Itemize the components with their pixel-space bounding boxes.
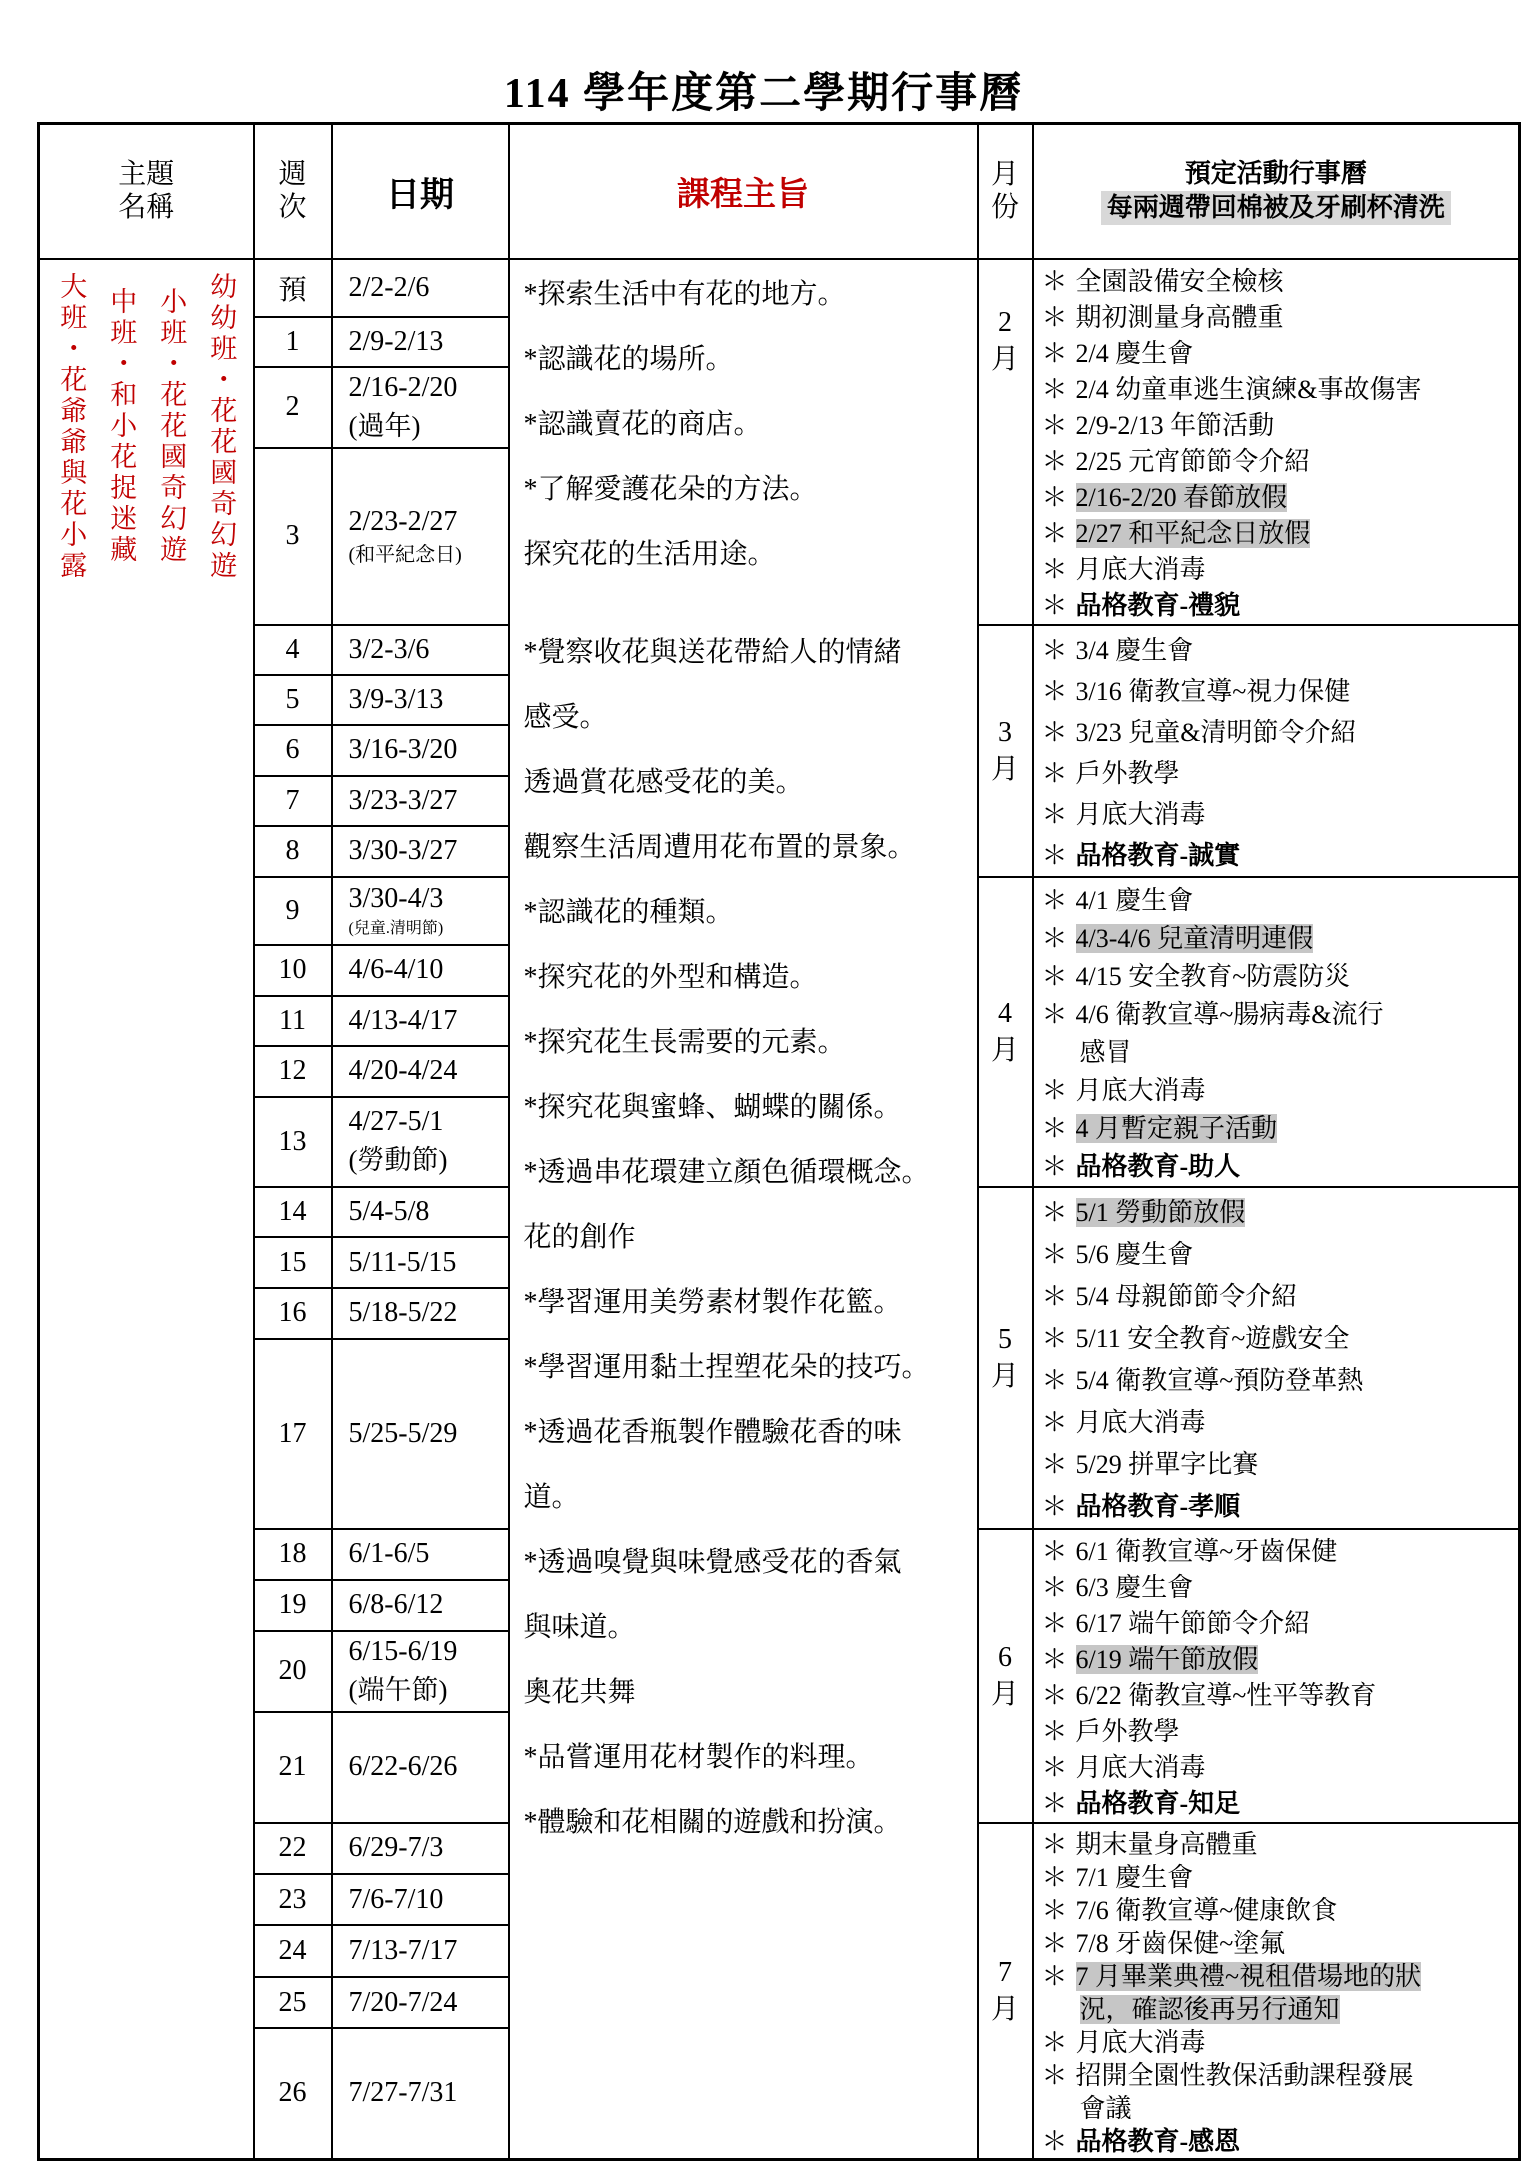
date-cell: 4/13-4/17 (332, 996, 509, 1046)
date-cell: 7/27-7/31 (332, 2028, 509, 2159)
date-cell: 6/15-6/19 (端午節) (332, 1631, 509, 1713)
asterisk-mark: ＊ (1041, 2126, 1068, 2156)
asterisk-mark: ＊ (1041, 590, 1068, 620)
asterisk-mark: ＊ (1041, 1407, 1068, 1437)
asterisk-mark: ＊ (1041, 1961, 1068, 1991)
week-number-cell: 11 (254, 996, 332, 1046)
activity-item: ＊ 3/16 衛教宣導~視力保健 (1041, 676, 1351, 706)
week-number-cell: 25 (254, 1977, 332, 2028)
header-month: 月 份 (978, 124, 1033, 259)
activity-item: ＊ 品格教育-感恩 (1041, 2126, 1241, 2156)
activity-item: ＊ 5/29 拼單字比賽 (1041, 1449, 1259, 1479)
asterisk-mark: ＊ (1041, 840, 1068, 870)
activities-cell (1033, 625, 1520, 877)
activities-header-label: 預定活動行事曆 (1184, 159, 1367, 189)
date-cell: 7/6-7/10 (332, 1874, 509, 1925)
activity-item: ＊ 月底大消毒 (1041, 1407, 1206, 1437)
week-number-cell: 2 (254, 367, 332, 448)
date-cell: 6/1-6/5 (332, 1529, 509, 1580)
activity-item: ＊ 品格教育-助人 (1041, 1151, 1241, 1181)
activity-item: ＊ 月底大消毒 (1041, 554, 1206, 584)
theme-class-text: 小班・花花國奇幻遊 (156, 287, 187, 566)
asterisk-mark: ＊ (1041, 1572, 1068, 1602)
activity-item: ＊ 戶外教學 (1041, 758, 1180, 788)
course-line: *透過花香瓶製作體驗花香的味 (523, 1416, 902, 1448)
asterisk-mark: ＊ (1041, 518, 1068, 548)
asterisk-mark: ＊ (1041, 302, 1068, 332)
date-cell: 2/23-2/27 (和平紀念日) (332, 448, 509, 625)
asterisk-mark: ＊ (1041, 1928, 1068, 1958)
activity-item: ＊ 7/6 衛教宣導~健康飲食 (1041, 1895, 1338, 1925)
asterisk-mark: ＊ (1041, 2060, 1068, 2090)
course-line: *透過嗅覺與味覺感受花的香氣 (523, 1546, 902, 1578)
course-line: 道。 (523, 1481, 580, 1513)
course-line: *品嘗運用花材製作的料理。 (523, 1741, 874, 1773)
week-number-cell: 13 (254, 1097, 332, 1187)
week-number-cell: 4 (254, 625, 332, 675)
course-line: *認識賣花的商店。 (523, 408, 762, 440)
course-line: *體驗和花相關的遊戲和扮演。 (523, 1806, 902, 1838)
week-number-cell: 17 (254, 1339, 332, 1529)
asterisk-mark: ＊ (1041, 554, 1068, 584)
course-line: *學習運用黏土捏塑花朵的技巧。 (523, 1351, 930, 1383)
activity-item: ＊ 4/3-4/6 兒童清明連假 (1041, 923, 1314, 953)
date-note: (勞動節) (348, 1145, 448, 1176)
activity-item: ＊ 月底大消毒 (1041, 2027, 1206, 2057)
calendar-table (37, 122, 1521, 2161)
activity-item: ＊ 6/19 端午節放假 (1041, 1644, 1259, 1674)
theme-class-text: 中班・和小花捉迷藏 (106, 287, 137, 566)
activity-item: ＊ 期初測量身高體重 (1041, 302, 1284, 332)
course-line: *探究花的外型和構造。 (523, 961, 818, 993)
activity-item: ＊ 2/16-2/20 春節放假 (1041, 482, 1288, 512)
activity-item: ＊ 品格教育-孝順 (1041, 1491, 1241, 1521)
asterisk-mark: ＊ (1041, 1788, 1068, 1818)
week-number-cell: 1 (254, 317, 332, 367)
header-date: 日期 (332, 124, 509, 259)
activity-item: ＊ 3/4 慶生會 (1041, 635, 1194, 665)
date-cell: 4/27-5/1 (勞動節) (332, 1097, 509, 1187)
week-number-cell: 預 (254, 259, 332, 317)
asterisk-mark: ＊ (1041, 635, 1068, 665)
activities-cell (1033, 1529, 1520, 1823)
month-cell: 3 月 (978, 625, 1033, 877)
course-line: *探究花生長需要的元素。 (523, 1026, 846, 1058)
header-row (39, 124, 1520, 259)
week-number-cell: 14 (254, 1187, 332, 1238)
activities-cell (1033, 1823, 1520, 2160)
date-cell: 5/18-5/22 (332, 1288, 509, 1339)
date-cell: 3/30-3/27 (332, 826, 509, 876)
asterisk-mark: ＊ (1041, 799, 1068, 829)
course-line: *探究花與蜜蜂、蝴蝶的關係。 (523, 1091, 902, 1123)
date-cell: 4/6-4/10 (332, 945, 509, 995)
date-note: (過年) (348, 410, 421, 441)
course-line: 與味道。 (523, 1611, 636, 1643)
theme-class-text: 大班・花爺爺與花小露 (56, 271, 87, 582)
activity-item: ＊ 7 月畢業典禮~視租借場地的狀 況，確認後再另行通知 (1041, 1961, 1422, 2024)
course-cell (509, 259, 978, 2160)
course-line: 感受。 (523, 701, 608, 733)
week-number-cell: 12 (254, 1046, 332, 1096)
activity-item: ＊ 5/1 勞動節放假 (1041, 1197, 1246, 1227)
date-cell: 3/9-3/13 (332, 675, 509, 725)
date-cell: 2/2-2/6 (332, 259, 509, 317)
activity-item: ＊ 招開全園性教保活動課程發展 會議 (1041, 2060, 1414, 2123)
activity-item: ＊ 2/9-2/13 年節活動 (1041, 410, 1275, 440)
date-cell: 3/2-3/6 (332, 625, 509, 675)
week-number-cell: 22 (254, 1823, 332, 1874)
course-line: *探索生活中有花的地方。 (523, 278, 846, 310)
activity-item: ＊ 2/4 慶生會 (1041, 338, 1194, 368)
asterisk-mark: ＊ (1041, 1197, 1068, 1227)
activities-cell (1033, 1187, 1520, 1529)
asterisk-mark: ＊ (1041, 1113, 1068, 1143)
activity-item: ＊ 5/6 慶生會 (1041, 1239, 1194, 1269)
date-cell: 3/16-3/20 (332, 725, 509, 775)
asterisk-mark: ＊ (1041, 961, 1068, 991)
week-number-cell: 19 (254, 1580, 332, 1631)
month-cell: 6 月 (978, 1529, 1033, 1823)
header-theme: 主題 名稱 (39, 124, 254, 259)
date-cell: 6/22-6/26 (332, 1712, 509, 1822)
week-number-cell: 3 (254, 448, 332, 625)
week-number-cell: 23 (254, 1874, 332, 1925)
asterisk-mark: ＊ (1041, 758, 1068, 788)
activities-cell (1033, 877, 1520, 1187)
week-row (39, 259, 1520, 317)
asterisk-mark: ＊ (1041, 446, 1068, 476)
course-line: *透過串花環建立顏色循環概念。 (523, 1156, 930, 1188)
asterisk-mark: ＊ (1041, 1536, 1068, 1566)
activity-item: ＊ 月底大消毒 (1041, 1075, 1206, 1105)
asterisk-mark: ＊ (1041, 1365, 1068, 1395)
activity-item: ＊ 品格教育-知足 (1041, 1788, 1241, 1818)
course-line: *認識花的種類。 (523, 896, 734, 928)
date-cell: 2/16-2/20 (過年) (332, 367, 509, 448)
asterisk-mark: ＊ (1041, 1752, 1068, 1782)
course-line: *了解愛護花朵的方法。 (523, 473, 818, 505)
week-number-cell: 26 (254, 2028, 332, 2159)
asterisk-mark: ＊ (1041, 482, 1068, 512)
week-number-cell: 21 (254, 1712, 332, 1822)
activity-item: ＊ 品格教育-禮貌 (1041, 590, 1241, 620)
month-cell: 7 月 (978, 1823, 1033, 2160)
date-cell: 2/9-2/13 (332, 317, 509, 367)
activity-item: ＊ 7/8 牙齒保健~塗氟 (1041, 1928, 1286, 1958)
week-number-cell: 6 (254, 725, 332, 775)
course-line: 探究花的生活用途。 (523, 538, 776, 570)
activity-item: ＊ 6/3 慶生會 (1041, 1572, 1194, 1602)
theme-class-list (46, 272, 246, 582)
asterisk-mark: ＊ (1041, 2027, 1068, 2057)
date-note: (兒童.清明節) (348, 920, 444, 938)
date-cell: 7/13-7/17 (332, 1925, 509, 1976)
activity-item: ＊ 6/1 衛教宣導~牙齒保健 (1041, 1536, 1338, 1566)
activity-item: ＊ 戶外教學 (1041, 1716, 1180, 1746)
date-cell: 4/20-4/24 (332, 1046, 509, 1096)
activity-item: ＊ 7/1 慶生會 (1041, 1862, 1194, 1892)
week-number-cell: 5 (254, 675, 332, 725)
header-activities (1033, 124, 1520, 259)
activity-item: ＊ 6/17 端午節節令介紹 (1041, 1608, 1311, 1638)
asterisk-mark: ＊ (1041, 410, 1068, 440)
activity-item: ＊ 4 月暫定親子活動 (1041, 1113, 1278, 1143)
activity-item: ＊ 月底大消毒 (1041, 1752, 1206, 1782)
date-cell: 6/29-7/3 (332, 1823, 509, 1874)
week-number-cell: 24 (254, 1925, 332, 1976)
month-cell: 5 月 (978, 1187, 1033, 1529)
theme-cell (39, 259, 254, 2160)
course-line: *認識花的場所。 (523, 343, 734, 375)
asterisk-mark: ＊ (1041, 1716, 1068, 1746)
asterisk-mark: ＊ (1041, 1323, 1068, 1353)
activity-item: ＊ 4/1 慶生會 (1041, 885, 1194, 915)
activity-item: ＊ 4/15 安全教育~防震防災 (1041, 961, 1351, 991)
activity-item: ＊ 2/25 元宵節節令介紹 (1041, 446, 1311, 476)
asterisk-mark: ＊ (1041, 338, 1068, 368)
week-number-cell: 10 (254, 945, 332, 995)
course-line: 觀察生活周遭用花布置的景象。 (523, 831, 916, 863)
asterisk-mark: ＊ (1041, 1281, 1068, 1311)
date-cell: 3/23-3/27 (332, 776, 509, 826)
course-line: *學習運用美勞素材製作花籃。 (523, 1286, 902, 1318)
activity-item: ＊ 5/4 母親節節令介紹 (1041, 1281, 1298, 1311)
date-cell: 5/11-5/15 (332, 1237, 509, 1288)
course-line: 奧花共舞 (523, 1676, 636, 1708)
asterisk-mark: ＊ (1041, 1895, 1068, 1925)
asterisk-mark: ＊ (1041, 374, 1068, 404)
activity-item: ＊ 月底大消毒 (1041, 799, 1206, 829)
activities-header-note: 每兩週帶回棉被及牙刷杯清洗 (1101, 191, 1451, 225)
activity-item: ＊ 全園設備安全檢核 (1041, 266, 1284, 296)
page-title: 114 學年度第二學期行事曆 (503, 71, 1024, 117)
asterisk-mark: ＊ (1041, 923, 1068, 953)
date-cell: 5/4-5/8 (332, 1187, 509, 1238)
activity-item: ＊ 品格教育-誠實 (1041, 840, 1241, 870)
asterisk-mark: ＊ (1041, 999, 1068, 1029)
activity-item: ＊ 2/4 幼童車逃生演練&事故傷害 (1041, 374, 1422, 404)
asterisk-mark: ＊ (1041, 1491, 1068, 1521)
theme-class-text: 幼幼班・花花國奇幻遊 (206, 271, 237, 582)
asterisk-mark: ＊ (1041, 266, 1068, 296)
week-number-cell: 16 (254, 1288, 332, 1339)
week-number-cell: 9 (254, 877, 332, 946)
asterisk-mark: ＊ (1041, 1862, 1068, 1892)
activity-item: ＊ 6/22 衛教宣導~性平等教育 (1041, 1680, 1377, 1710)
asterisk-mark: ＊ (1041, 885, 1068, 915)
activities-cell (1033, 259, 1520, 625)
header-course: 課程主旨 (509, 124, 978, 259)
month-cell: 4 月 (978, 877, 1033, 1187)
course-line: 透過賞花感受花的美。 (523, 766, 804, 798)
week-number-cell: 8 (254, 826, 332, 876)
header-week: 週 次 (254, 124, 332, 259)
date-cell: 3/30-4/3 (兒童.清明節) (332, 877, 509, 946)
asterisk-mark: ＊ (1041, 1644, 1068, 1674)
activity-item: ＊ 2/27 和平紀念日放假 (1041, 518, 1311, 548)
course-line: *覺察收花與送花帶給人的情緒 (523, 636, 902, 668)
asterisk-mark: ＊ (1041, 1680, 1068, 1710)
date-cell: 7/20-7/24 (332, 1977, 509, 2028)
activity-item: ＊ 期末量身高體重 (1041, 1829, 1258, 1859)
week-number-cell: 15 (254, 1237, 332, 1288)
date-note: (和平紀念日) (348, 543, 462, 566)
asterisk-mark: ＊ (1041, 1239, 1068, 1269)
week-number-cell: 20 (254, 1631, 332, 1713)
month-cell: 2 月 (978, 259, 1033, 625)
week-number-cell: 7 (254, 776, 332, 826)
week-number-cell: 18 (254, 1529, 332, 1580)
activity-item: ＊ 3/23 兒童&清明節令介紹 (1041, 717, 1357, 747)
activity-item: ＊ 5/11 安全教育~遊戲安全 (1041, 1323, 1350, 1353)
activity-item: ＊ 4/6 衛教宣導~腸病毒&流行 感冒 (1041, 999, 1384, 1067)
asterisk-mark: ＊ (1041, 1151, 1068, 1181)
date-note: (端午節) (348, 1674, 448, 1705)
asterisk-mark: ＊ (1041, 1449, 1068, 1479)
activity-item: ＊ 5/4 衛教宣導~預防登革熱 (1041, 1365, 1364, 1395)
asterisk-mark: ＊ (1041, 676, 1068, 706)
date-cell: 6/8-6/12 (332, 1580, 509, 1631)
asterisk-mark: ＊ (1041, 1075, 1068, 1105)
course-line: 花的創作 (523, 1221, 636, 1253)
asterisk-mark: ＊ (1041, 1608, 1068, 1638)
asterisk-mark: ＊ (1041, 1829, 1068, 1859)
asterisk-mark: ＊ (1041, 717, 1068, 747)
date-cell: 5/25-5/29 (332, 1339, 509, 1529)
